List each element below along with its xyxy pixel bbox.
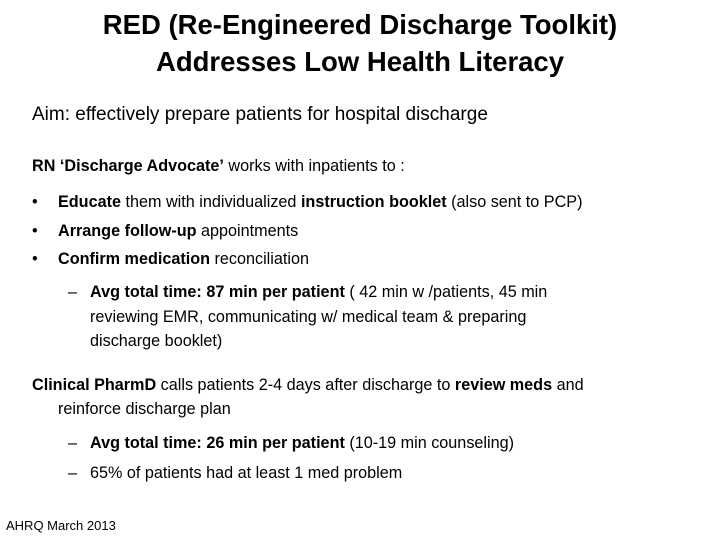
pharmd-sublist xyxy=(68,428,688,488)
dash-icon: – xyxy=(68,464,78,482)
bullet-item-confirm xyxy=(32,245,712,274)
pharmd-text: calls patients 2-4 days after discharge to xyxy=(156,376,455,394)
bullet-confirm-text: reconciliation xyxy=(210,250,309,268)
bullet-educate-text-2: (also sent to PCP) xyxy=(446,193,583,211)
bullet-arrange-bold: Arrange follow-up xyxy=(58,221,197,240)
dash-icon: – xyxy=(68,283,78,301)
pharmd-bold: Clinical PharmD xyxy=(32,376,157,394)
rn-intro-rest: works with inpatients to : xyxy=(223,157,405,175)
bullet-icon: • xyxy=(32,221,38,240)
rn-avg-line-1 xyxy=(90,280,668,305)
rn-avg-line-2: reviewing EMR, communicating w/ medical team & preparing xyxy=(90,307,527,326)
bullet-arrange-text: appointments xyxy=(196,221,299,240)
pharmd-bold-2: review meds xyxy=(454,376,553,394)
bullet-icon: • xyxy=(32,193,38,211)
bullet-item-arrange xyxy=(32,217,712,246)
slide-title xyxy=(0,6,720,80)
source-footer: AHRQ March 2013 xyxy=(6,518,116,533)
bullet-educate-bold: Educate xyxy=(58,193,121,211)
pharmd-avg-bold: Avg total time: 26 min per patient xyxy=(90,434,345,452)
pharmd-line-1 xyxy=(32,373,712,397)
pharmd-text-2: and xyxy=(552,376,584,394)
rn-avg-time-row xyxy=(68,280,668,354)
bullet-icon: • xyxy=(32,250,38,268)
pharmd-avg-rest: (10-19 min counseling) xyxy=(344,434,514,452)
rn-intro xyxy=(32,154,405,179)
rn-avg-bold: Avg total time: 87 min per patient xyxy=(90,283,345,301)
bullet-confirm-bold: Confirm medication xyxy=(58,250,210,268)
bullet-educate-text: them with individualized xyxy=(120,193,301,211)
bullet-educate-bold-2: instruction booklet xyxy=(300,193,447,211)
rn-avg-time xyxy=(68,280,668,354)
med-problem-text: 65% of patients had at least 1 med problem xyxy=(90,464,403,482)
title-line-1: RED (Re-Engineered Discharge Toolkit) xyxy=(102,9,618,40)
pharmd-avg-time xyxy=(68,428,688,458)
pharmd-line-2: reinforce discharge plan xyxy=(58,400,231,418)
title-line-2: Addresses Low Health Literacy xyxy=(155,46,565,77)
bullet-list xyxy=(32,188,712,274)
rn-intro-bold: RN ‘Discharge Advocate’ xyxy=(32,157,224,175)
rn-avg-rest: ( 42 min w /patients, 45 min xyxy=(344,283,548,301)
bullet-item-educate xyxy=(32,188,712,217)
pharmd-paragraph xyxy=(32,373,712,421)
dash-icon: – xyxy=(68,434,78,452)
aim-statement: Aim: effectively prepare patients for hospital discharge xyxy=(32,104,488,125)
rn-avg-line-3: discharge booklet) xyxy=(90,332,223,350)
med-problem-stat xyxy=(68,458,688,488)
